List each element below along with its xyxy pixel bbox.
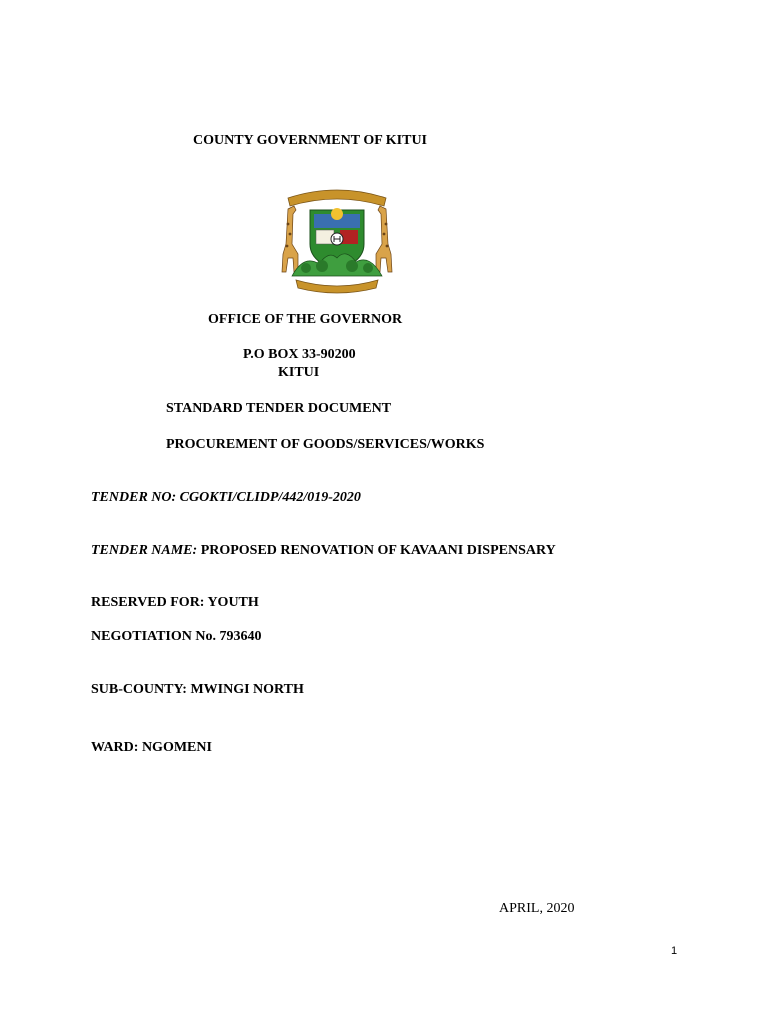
tender-name-value: PROPOSED RENOVATION OF KAVAANI DISPENSARY bbox=[200, 543, 556, 558]
document-date: APRIL, 2020 bbox=[499, 901, 575, 916]
tender-name bbox=[91, 543, 556, 559]
negotiation-number: NEGOTIATION No. 793640 bbox=[91, 629, 262, 644]
county-title: COUNTY GOVERNMENT OF KITUI bbox=[193, 133, 428, 148]
po-box: P.O BOX 33-90200 bbox=[243, 347, 356, 362]
tender-name-label: TENDER NAME: bbox=[91, 543, 198, 558]
town: KITUI bbox=[278, 365, 320, 380]
county-coat-of-arms-icon bbox=[274, 184, 400, 294]
ward: WARD: NGOMENI bbox=[91, 740, 212, 755]
tender-number-value: CGOKTI/CLIDP/442/019-2020 bbox=[179, 490, 361, 505]
page-number: 1 bbox=[671, 945, 678, 957]
document-category: PROCUREMENT OF GOODS/SERVICES/WORKS bbox=[166, 437, 485, 452]
tender-number-label: TENDER NO: bbox=[91, 490, 177, 505]
document-type: STANDARD TENDER DOCUMENT bbox=[166, 401, 392, 416]
office-heading: OFFICE OF THE GOVERNOR bbox=[208, 312, 403, 327]
tender-number bbox=[91, 490, 361, 506]
reserved-for: RESERVED FOR: YOUTH bbox=[91, 595, 259, 610]
sub-county: SUB-COUNTY: MWINGI NORTH bbox=[91, 682, 304, 697]
